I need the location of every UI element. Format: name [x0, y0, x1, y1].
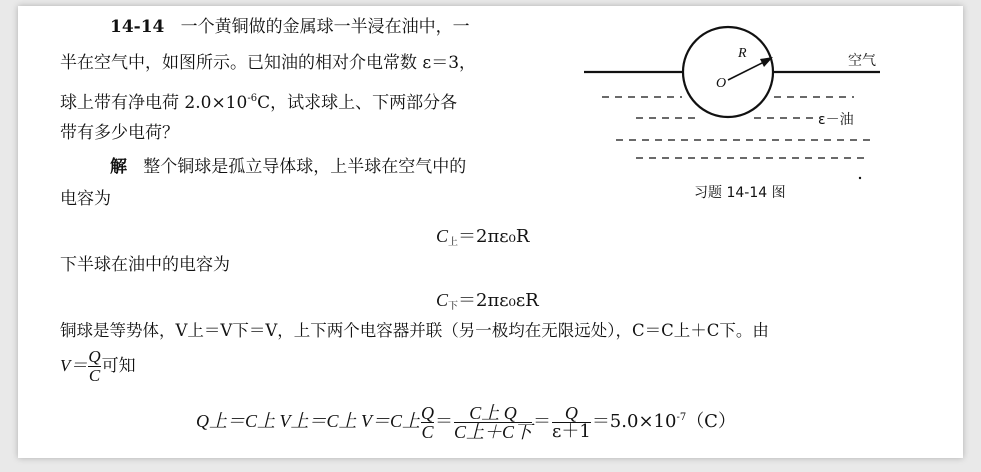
problem-number: 14-14 [110, 17, 165, 37]
fraction-1: $\frac{Q}{C}$ [421, 402, 435, 442]
equation-capacitance-lower: $C_下=2\pi\varepsilon_0\varepsilon R$ [436, 290, 539, 312]
problem-line-3: 球上带有净电荷 $2.0\times 10^{-6}C$，试求球上、下两部分各 [60, 93, 458, 113]
solution-line-1: 解 整个铜球是孤立导体球，上半球在空气中的 [110, 157, 467, 177]
equation-capacitance-upper: $C_上=2\pi\varepsilon_0R$ [436, 226, 530, 248]
document-page [18, 6, 963, 458]
solution-line-3: 下半球在油中的电容为 [60, 255, 230, 275]
label-oil: ε－油 [818, 112, 854, 128]
figure-caption: 习题 14-14 图 [694, 185, 786, 201]
label-radius: R [738, 46, 747, 61]
problem-line-2: 半在空气中，如图所示。已知油的相对介电常数 ε＝3， [60, 53, 477, 73]
label-center: O [716, 76, 727, 91]
problem-line-4: 带有多少电荷？ [60, 123, 179, 143]
fraction-2: $\frac{\text{C上 Q}}{\text{C上＋C下}}$ [454, 402, 533, 442]
solution-label: 解 [110, 157, 127, 177]
solution-line-4: 铜球是等势体，V上＝V下＝V，上下两个电容器并联（另一极均在无限远处），C＝C上＋C下。由 [60, 321, 769, 340]
sphere-outline [683, 27, 773, 117]
fraction-3: $\frac{Q}{\varepsilon+1}$ [552, 402, 591, 442]
solution-line-2: 电容为 [60, 189, 111, 209]
fraction-q-over-c: $\frac{Q}{C}$ [88, 347, 101, 385]
speck [859, 177, 861, 179]
solution-line-5: V＝ $\frac{Q}{C}$ 可知 [60, 347, 136, 385]
problem-line-1: 14-14 一个黄铜做的金属球一半浸在油中，一 [110, 17, 470, 37]
sphere-diagram [578, 20, 918, 180]
label-air: 空气 [848, 53, 876, 69]
equation-final-charge: Q上＝C上 V上＝C上 V＝C上 $\frac{Q}{C}$ ＝ $\frac{\text{C上 Q}}{\text{C上＋C下}}$ ＝ $\frac{Q}{\varepsilon+1}$ $=5.0\times 10^{-7}(C)$ [196, 402, 736, 442]
